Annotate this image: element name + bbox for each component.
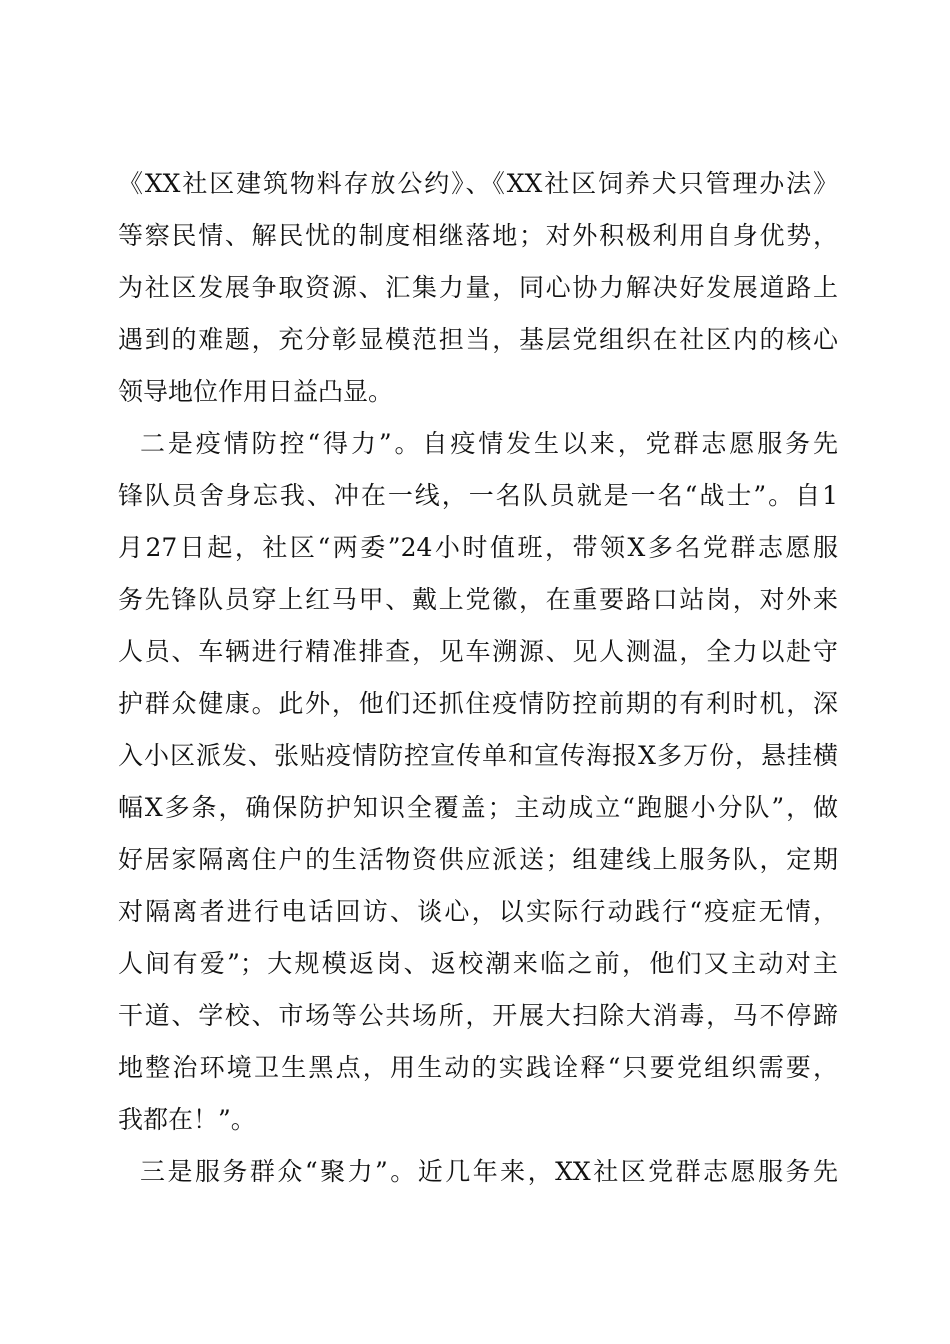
text-line: 入小区派发、张贴疫情防控宣传单和宣传海报X多万份，悬挂横 [118, 741, 838, 770]
text-line: 锋队员舍身忘我、冲在一线，一名队员就是一名“战士”。自1 [118, 481, 838, 510]
text-line: 务先锋队员穿上红马甲、戴上党徽，在重要路口站岗，对外来 [118, 585, 838, 614]
paragraph-first-line: 三是服务群众“聚力”。近几年来，XX社区党群志愿服务先 [140, 1157, 838, 1186]
text-line: 为社区发展争取资源、汇集力量，同心协力解决好发展道路上 [118, 273, 838, 302]
text-line: 人间有爱”；大规模返岗、返校潮来临之前，他们又主动对主 [118, 949, 838, 978]
text-line: 我都在！”。 [118, 1105, 256, 1134]
text-line: 领导地位作用日益凸显。 [118, 377, 394, 406]
text-line: 等察民情、解民忧的制度相继落地；对外积极利用自身优势， [118, 221, 838, 250]
text-line: 月27日起，社区“两委”24小时值班，带领X多名党群志愿服 [118, 533, 838, 562]
text-line: 护群众健康。此外，他们还抓住疫情防控前期的有利时机，深 [118, 689, 838, 718]
text-line: 遇到的难题，充分彰显模范担当，基层党组织在社区内的核心 [118, 325, 838, 354]
paragraph-first-line: 二是疫情防控“得力”。自疫情发生以来，党群志愿服务先 [140, 429, 838, 458]
text-line: 干道、学校、市场等公共场所，开展大扫除大消毒，马不停蹄 [118, 1001, 838, 1030]
text-line: 《XX社区建筑物料存放公约》、《XX社区饲养犬只管理办法》 [118, 169, 838, 198]
text-line: 幅X多条，确保防护知识全覆盖；主动成立“跑腿小分队”，做 [118, 793, 838, 822]
text-line: 好居家隔离住户的生活物资供应派送；组建线上服务队，定期 [118, 845, 838, 874]
body-text [118, 158, 838, 1198]
text-line: 地整治环境卫生黑点，用生动的实践诠释“只要党组织需要， [118, 1053, 838, 1082]
text-line: 人员、车辆进行精准排查，见车溯源、见人测温，全力以赴守 [118, 637, 838, 666]
text-line: 对隔离者进行电话回访、谈心，以实际行动践行“疫症无情， [118, 897, 838, 926]
